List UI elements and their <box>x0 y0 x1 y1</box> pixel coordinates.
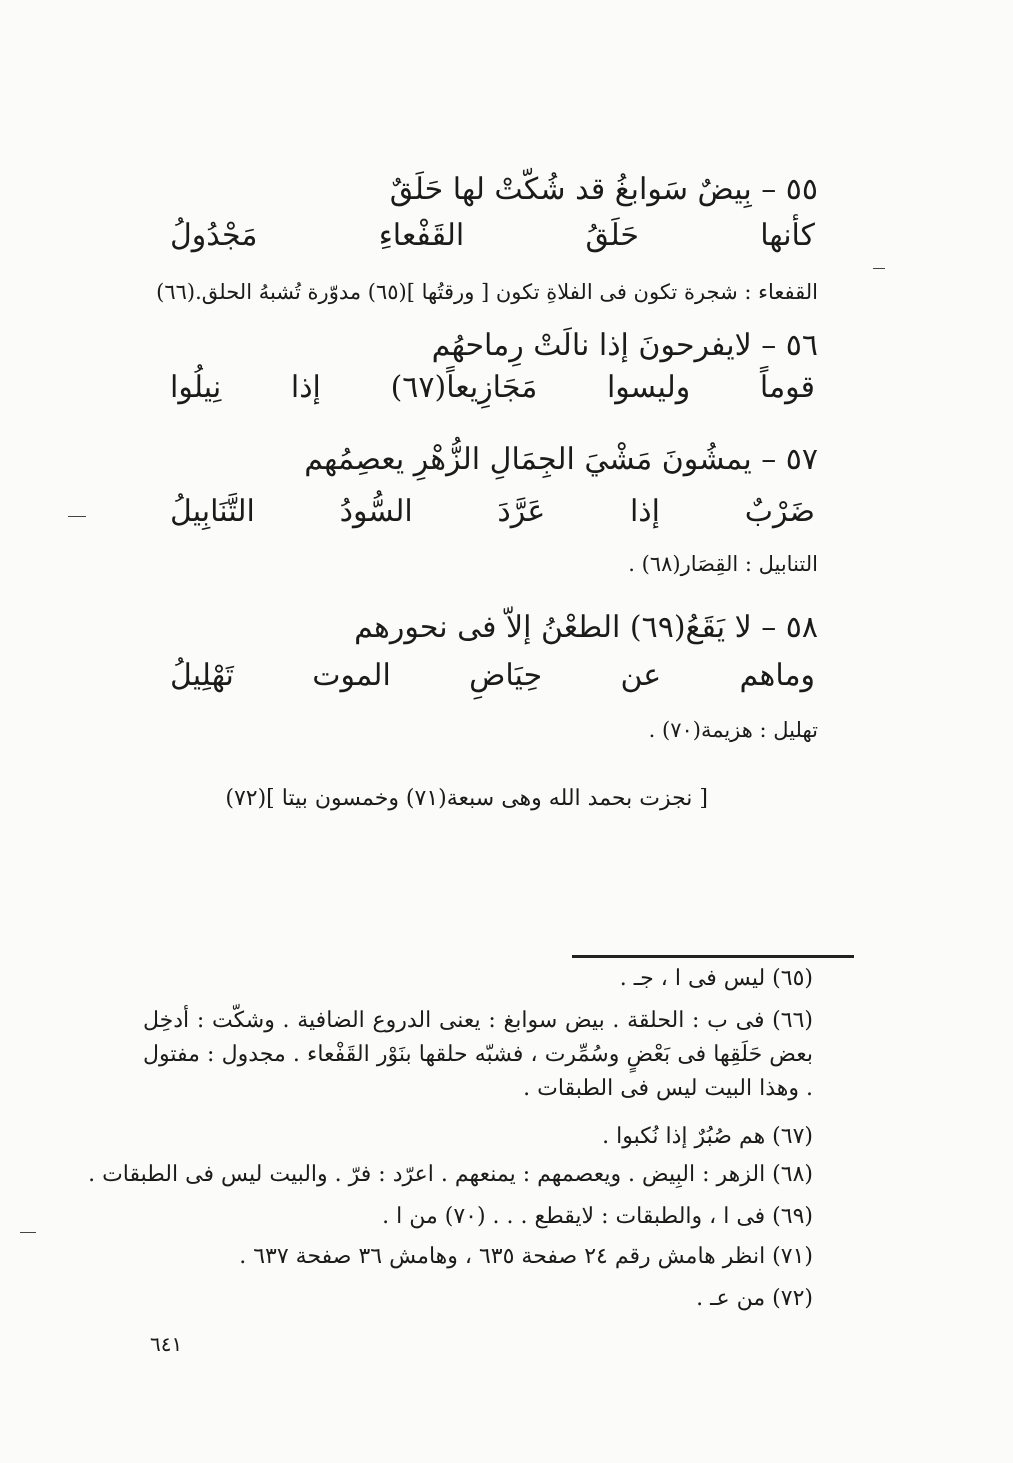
footnote-69-70: (٦٩) فى ا ، والطبقات : لايقطع . . . (٧٠) من ا . <box>382 1204 813 1229</box>
page-number: ٦٤١ <box>150 1332 183 1356</box>
verse-58-first-hemistich: ٥٨ – لا يَقَعُ(٦٩) الطعْنُ إلاّ فى نحورهم <box>354 610 818 645</box>
footnote-67: (٦٧) هم صُبُرٌ إذا نُكبوا . <box>602 1124 813 1149</box>
footnote-66: (٦٦) فى ب : الحلقة . بيض سوابغ : يعنى الدروع الضافية . وشكّت : أدخِل بعض حَلَقِها فى بَعْضٍ وسُمِّرت ، فشبّه حلقها بنَوْر القَفْعاء . مجدول : مفتول . وهذا البيت ليس فى الطبقات . <box>143 1008 813 1101</box>
verse-58-gloss: تهليل : هزيمة(٧٠) . <box>648 718 818 742</box>
scan-mark <box>20 1232 36 1233</box>
verse-55-second-hemistich: كأنها حَلَقُ القَفْعاءِ مَجْدُولُ <box>170 218 815 253</box>
scan-mark <box>68 516 86 517</box>
verse-57-second-hemistich: ضَرْبٌ إذا عَرَّدَ السُّودُ التَّنَابِيلُ <box>170 494 816 529</box>
colophon-line: [ نجزت بحمد الله وهى سبعة(٧١) وخمسون بيتا ](٧٢) <box>225 786 708 811</box>
verse-55-first-hemistich: ٥٥ – بِيضٌ سَوابغُ قد شُكّتْ لها حَلَقٌ <box>389 172 818 207</box>
footnote-65: (٦٥) ليس فى ا ، جـ . <box>619 966 813 991</box>
footnote-separator <box>572 955 854 958</box>
verse-58-second-hemistich: وماهم عن حِيَاضِ الموت تَهْلِيلُ <box>170 658 816 693</box>
scan-mark <box>873 268 885 269</box>
verse-56-first-hemistich: ٥٦ – لايفرحونَ إذا نالَتْ رِماحهُم <box>431 328 818 363</box>
verse-57-first-hemistich: ٥٧ – يمشُونَ مَشْيَ الجِمَالِ الزُّهْرِ يعصِمُهم <box>304 442 818 477</box>
verse-55-gloss: القفعاء : شجرة تكون فى الفلاةِ تكون [ ورقتُها ](٦٥) مدوّرة تُشبهُ الحلق.(٦٦) <box>156 280 818 304</box>
footnote-71: (٧١) انظر هامش رقم ٢٤ صفحة ٦٣٥ ، وهامش ٣٦ صفحة ٦٣٧ . <box>239 1244 813 1269</box>
footnote-72: (٧٢) من عـ . <box>696 1286 813 1311</box>
footnote-68: (٦٨) الزهر : البِيض . ويعصمهم : يمنعهم . اعرّد : فرّ . والبيت ليس فى الطبقات . <box>88 1162 813 1187</box>
verse-57-gloss: التنابيل : القِصَار(٦٨) . <box>628 552 818 576</box>
verse-56-second-hemistich: قوماً وليسوا مَجَازِيعاً(٦٧) إذا نِيلُوا <box>170 370 815 405</box>
